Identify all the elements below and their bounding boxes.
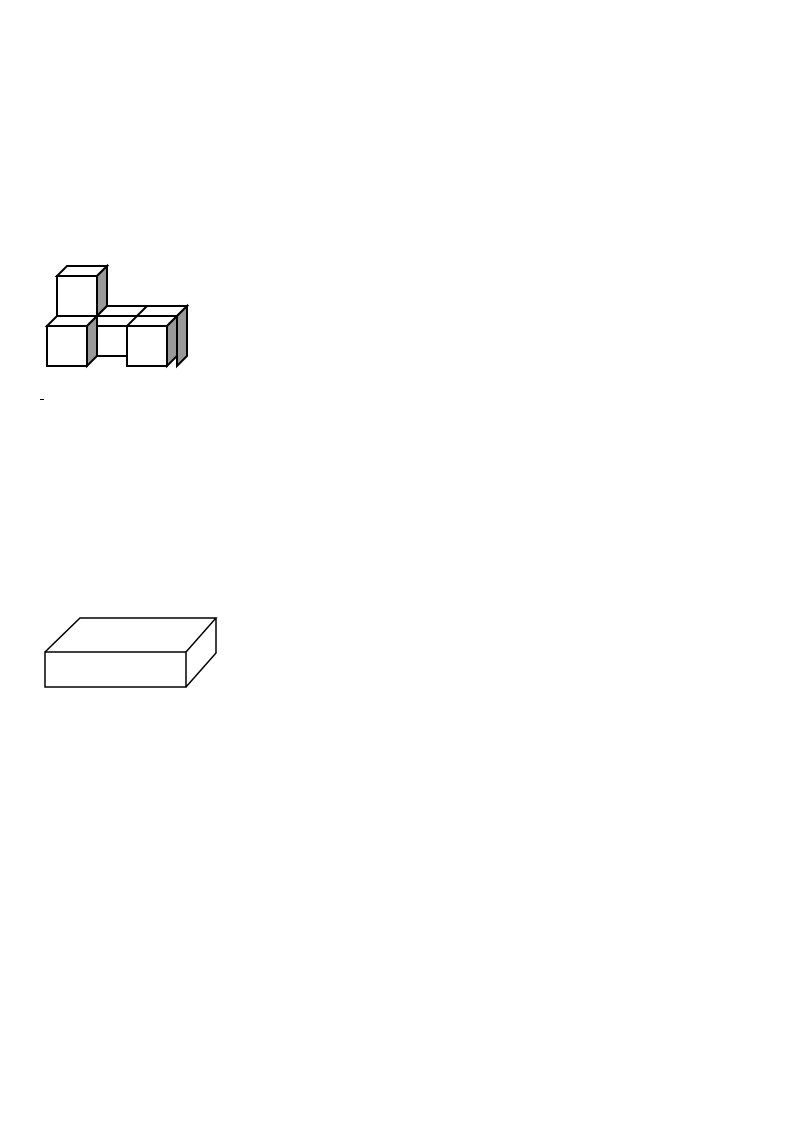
fraction-numerator	[40, 399, 44, 400]
fraction-one-half	[40, 399, 44, 400]
gift-box-figure	[40, 612, 280, 712]
answer-grid-front	[201, 270, 293, 360]
answer-grid-left	[393, 270, 485, 360]
top-drawing-grid	[45, 81, 383, 217]
question-28	[38, 388, 46, 412]
answer-grid-top	[297, 270, 389, 360]
cube-stack-figure	[44, 262, 194, 372]
